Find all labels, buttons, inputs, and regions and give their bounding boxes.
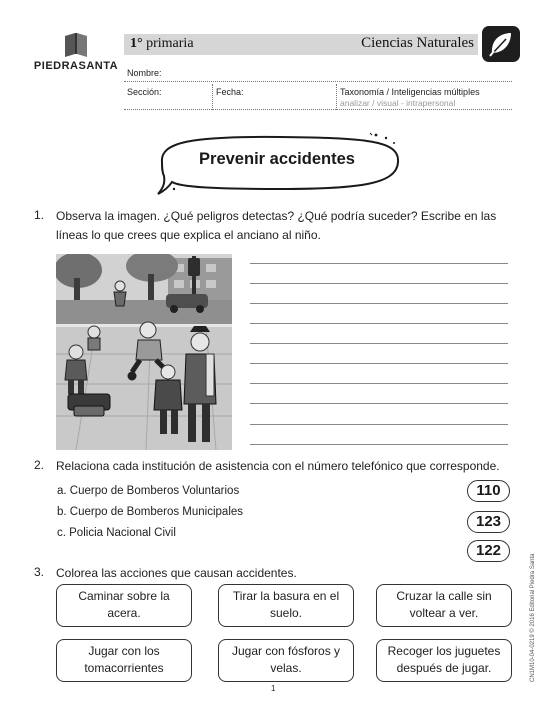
- question-number: 2.: [34, 458, 45, 472]
- action-cross-street[interactable]: Cruzar la calle sin voltear a ver.: [376, 584, 512, 627]
- question-number: 3.: [34, 565, 45, 579]
- phone-number-123[interactable]: 123: [467, 511, 510, 533]
- divider: [336, 84, 337, 110]
- answer-line[interactable]: [250, 263, 508, 264]
- answer-line[interactable]: [250, 403, 508, 404]
- question-3-text: Colorea las acciones que causan accidentes.: [56, 566, 297, 580]
- answer-line[interactable]: [250, 323, 508, 324]
- question-2-text: Relaciona cada institución de asistencia con el número telefónico que corresponde.: [56, 459, 500, 473]
- divider: [212, 84, 213, 110]
- option-b: b. Cuerpo de Bomberos Municipales: [57, 506, 244, 518]
- grade-label: 1° primaria: [130, 36, 194, 51]
- answer-line[interactable]: [250, 383, 508, 384]
- answer-line[interactable]: [250, 343, 508, 344]
- date-label: Fecha:: [216, 87, 244, 97]
- section-label: Sección:: [127, 87, 162, 97]
- action-pick-up-toys[interactable]: Recoger los juguetes después de jugar.: [376, 639, 512, 682]
- section-date-field[interactable]: [124, 109, 512, 110]
- leaf-icon: [482, 26, 520, 62]
- answer-line[interactable]: [250, 444, 508, 445]
- phone-number-122[interactable]: 122: [467, 540, 510, 562]
- answer-line[interactable]: [250, 363, 508, 364]
- subject-label: Ciencias Naturales: [361, 35, 474, 51]
- name-label: Nombre:: [127, 68, 162, 78]
- publisher-logo: [30, 28, 122, 76]
- street-scene-illustration: [56, 254, 232, 450]
- action-play-outlets[interactable]: Jugar con los tomacorrientes: [56, 639, 192, 682]
- page-title: Prevenir accidentes: [199, 150, 355, 168]
- answer-line[interactable]: [250, 424, 508, 425]
- action-play-matches[interactable]: Jugar con fósforos y velas.: [218, 639, 354, 682]
- question-1-text: Observa la imagen. ¿Qué peligros detectas? ¿Qué podría suceder? Escribe en las líneas lo que crees que explica el anciano al niño.: [56, 209, 497, 242]
- taxonomy-sub: analizar / visual - intrapersonal: [340, 98, 456, 108]
- action-throw-trash[interactable]: Tirar la basura en el suelo.: [218, 584, 354, 627]
- phone-number-110[interactable]: 110: [467, 480, 510, 502]
- answer-line[interactable]: [250, 283, 508, 284]
- taxonomy-label: Taxonomía / Inteligencias múltiples: [340, 87, 480, 97]
- question-number: 1.: [34, 208, 45, 222]
- book-icon: [62, 30, 90, 58]
- action-walk-sidewalk[interactable]: Caminar sobre la acera.: [56, 584, 192, 627]
- logo-text: PIEDRASANTA: [33, 60, 119, 72]
- page-number: 1: [271, 684, 276, 693]
- option-a: a. Cuerpo de Bomberos Voluntarios: [57, 485, 240, 497]
- side-credit: CN1M10-04-0219 © 2016 Editorial Piedra Santa: [530, 553, 536, 682]
- answer-line[interactable]: [250, 303, 508, 304]
- name-field[interactable]: [124, 81, 512, 82]
- option-c: c. Policia Nacional Civil: [57, 527, 176, 539]
